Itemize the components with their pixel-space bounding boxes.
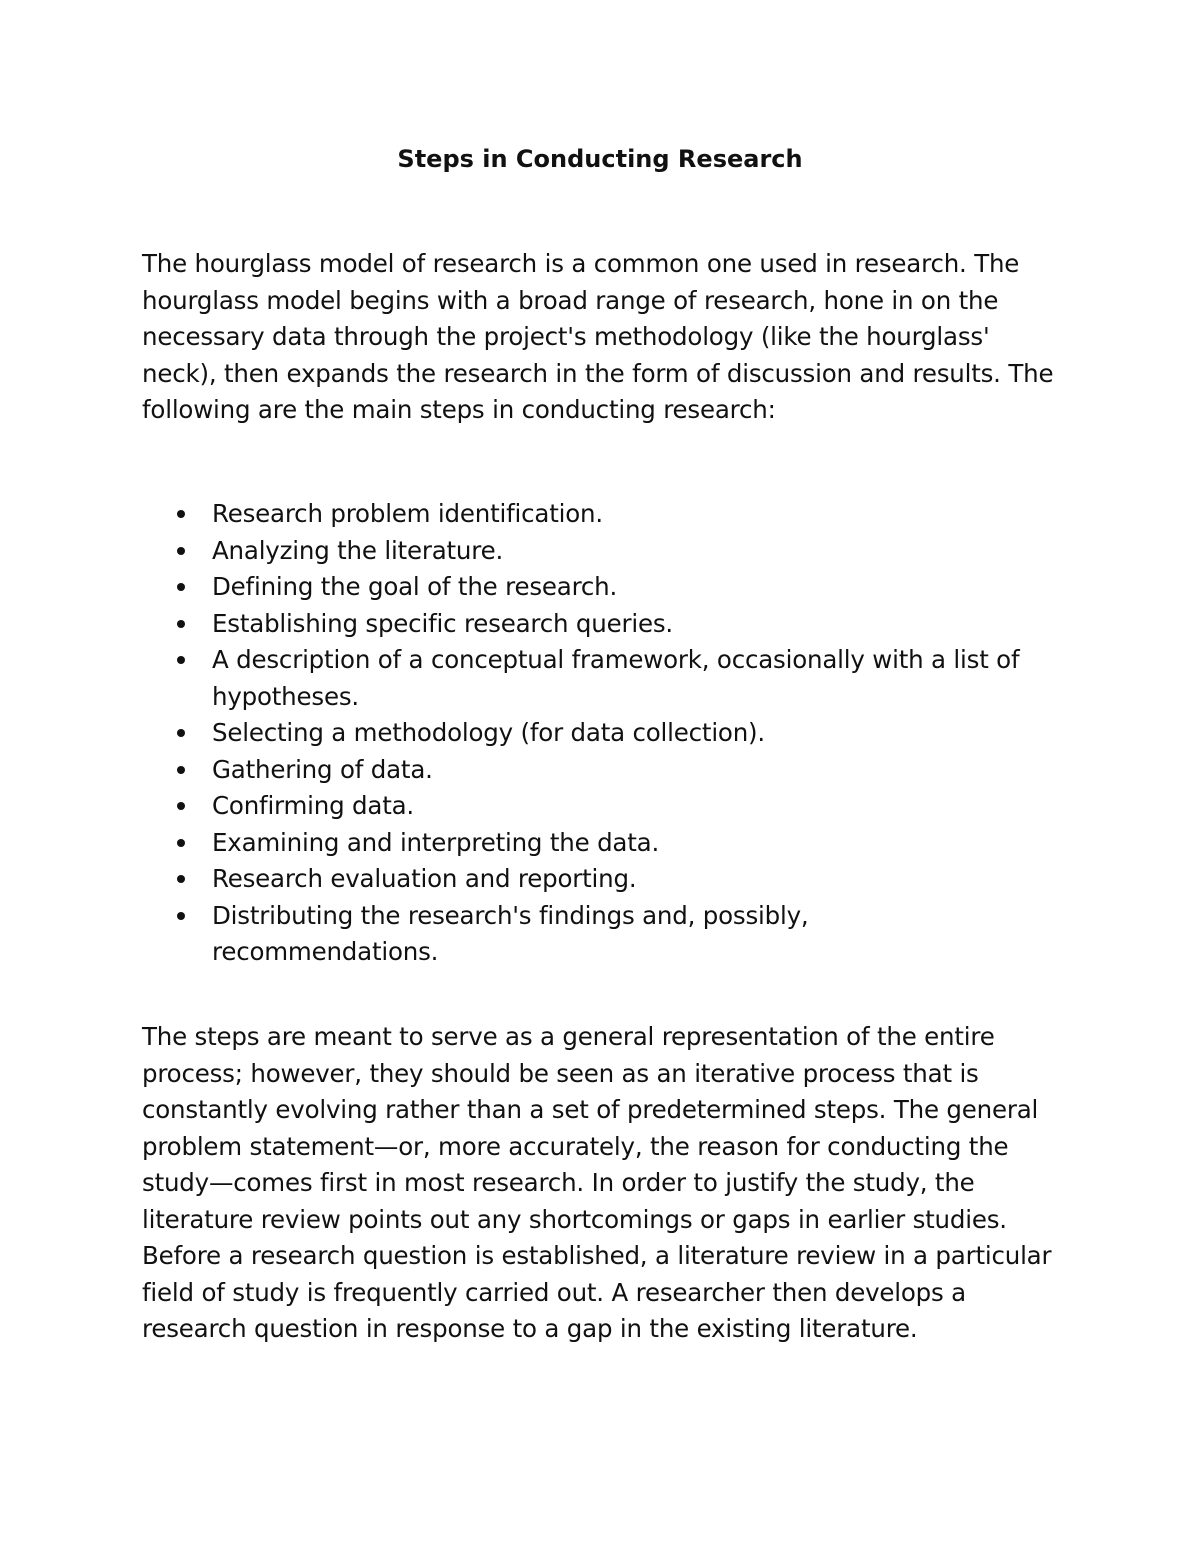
list-item-text: Selecting a methodology (for data collection). xyxy=(212,718,765,747)
list-item xyxy=(142,752,1062,789)
list-item xyxy=(142,715,1062,752)
list-item-text: Analyzing the literature. xyxy=(212,535,504,565)
list-item-text: A description of a conceptual framework, occasionally with a list of hypotheses. xyxy=(212,645,1020,711)
list-item xyxy=(142,569,1062,606)
list-item xyxy=(142,788,1062,825)
list-item-text: Research problem identification. xyxy=(212,499,603,528)
list-item-text: Examining and interpreting the data. xyxy=(212,827,660,857)
bullet-icon xyxy=(177,656,185,664)
bullet-icon xyxy=(177,583,185,591)
list-item xyxy=(142,533,1062,570)
list-item xyxy=(142,825,1062,862)
bullet-icon xyxy=(177,766,185,774)
bullet-icon xyxy=(177,510,185,518)
list-item xyxy=(142,861,1062,898)
list-item xyxy=(142,898,1062,971)
bullet-icon xyxy=(177,547,185,555)
bullet-icon xyxy=(177,729,185,737)
intro-paragraph: The hourglass model of research is a common one used in research. The hourglass model begins with a broad range of research, hone in on the necessary data through the project's methodology (like the hourglass' neck), then expands the research in the form of discussion and results. The following are the main steps in conducting research: xyxy=(142,249,1054,424)
list-item-text: Confirming data. xyxy=(212,791,415,820)
bullet-icon xyxy=(177,802,185,810)
bullet-icon xyxy=(177,875,185,883)
list-item-text: Distributing the research's findings and, possibly, recommendations. xyxy=(212,900,809,966)
list-item xyxy=(142,642,1062,715)
list-item xyxy=(142,496,1062,533)
steps-list xyxy=(142,496,1062,971)
list-item-text: Gathering of data. xyxy=(212,754,433,784)
list-item-text: Establishing specific research queries. xyxy=(212,608,673,638)
list-item-text: Defining the goal of the research. xyxy=(212,572,618,601)
list-item-text: Research evaluation and reporting. xyxy=(212,864,637,893)
closing-paragraph: The steps are meant to serve as a general representation of the entire process; however, they should be seen as an iterative process that is constantly evolving rather than a set of predetermined steps. The general problem statement—or, more accurately, the reason for conducting the study—comes first in most research. In order to justify the study, the literature review points out any shortcomings or gaps in earlier studies. Before a research question is established, a literature review in a particular field of study is frequently carried out. A researcher then develops a research question in response to a gap in the existing literature. xyxy=(142,1022,1052,1343)
bullet-icon xyxy=(177,839,185,847)
document-title: Steps in Conducting Research xyxy=(397,145,803,173)
bullet-icon xyxy=(177,912,185,920)
bullet-icon xyxy=(177,620,185,628)
list-item xyxy=(142,606,1062,643)
